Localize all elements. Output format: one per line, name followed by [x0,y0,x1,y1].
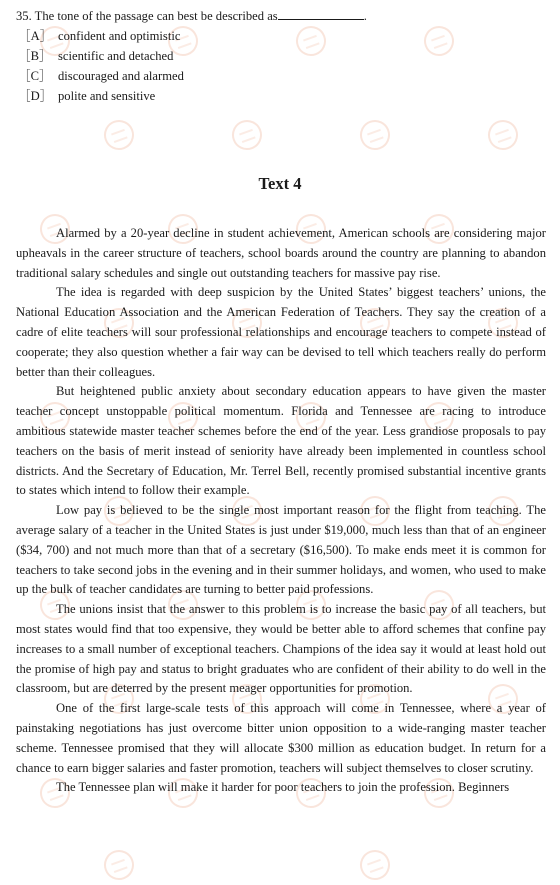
question-stem-line [16,6,546,26]
paragraph: One of the first large-scale tests of this approach will come in Tennessee, where a year of painstaking negotiations has just overcome bitter union opposition to a wide-ranging master teacher scheme. Tennessee promised that they will allocate $300 million as education budget. In return for a chance to earn bigger salaries and faster promotion, teachers will subject themselves to closer scrutiny. [16,701,546,775]
option-text: confident and optimistic [58,29,181,43]
question-stem-end: . [363,9,367,23]
paragraph: The idea is regarded with deep suspicion by the United States’ biggest teachers’ unions, the National Education Association and the American Federation of Teachers. They say the creation of a cadre of elite teachers will sour professional relationships and encourage teachers to compete instead of cooperate; they also question whether a fair way can be devised to tell which teachers really do perform better than their colleagues. [16,285,546,379]
paragraph: The unions insist that the answer to this problem is to increase the basic pay of all teachers, but most states would find that too expensive, they would be better able to afford schemes that confine pay increases to a small number of exceptional teachers. Champions of the idea say it would at least hold out the promise of high pay and status to bright graduates who are confident of their ability to do well in the classroom, but are deterred by the present meager opportunities for promotion. [16,602,546,696]
watermark-logo [356,116,394,154]
question-35 [16,6,546,106]
paragraph: Alarmed by a 20-year decline in student achievement, American schools are considering major upheavals in the career structure of teachers, school boards around the country are planning to abandon traditional salary schedules and single out outstanding teachers for massive pay rise. [16,226,546,280]
answer-blank [278,7,364,20]
passage-text [16,224,546,798]
section-title: Text 4 [258,174,302,193]
watermark-logo [100,846,138,884]
option-b [18,46,546,66]
option-letter: ［D］ [18,89,53,103]
option-a [18,26,546,46]
option-d [18,86,546,106]
option-letter: ［C］ [18,69,52,83]
watermark-logo [356,846,394,884]
paragraph: But heightened public anxiety about secondary education appears to have given the master teacher concept unstoppable political momentum. Florida and Tennessee are racing to introduce ambitious statewide master teacher schemes before the end of the year. Less grandiose proposals to pay teachers on the basis of merit instead of seniority have already been implemented in countless school districts. And the Secretary of Education, Mr. Terrel Bell, recently promised substantial incentive grants to states which intend to follow their example. [16,384,546,498]
option-letter: ［B］ [18,49,52,63]
watermark-logo [228,116,266,154]
option-letter: ［A］ [18,29,53,43]
question-stem: 35. The tone of the passage can best be described as [16,9,278,23]
watermark-logo [484,116,522,154]
paragraph: Low pay is believed to be the single most important reason for the flight from teaching. The average salary of a teacher in the United States is just under $19,000, much less than that of an engineer ($34, 700) and not much more than that of a secretary ($16,500). To make ends meet it is common for teachers to take second jobs in the evening and in their summer holidays, and women, who used to make up the bulk of teacher candidates are turning to better paid professions. [16,503,546,597]
paragraph: The Tennessee plan will make it harder for poor teachers to join the profession. Beginners [56,780,510,795]
option-text: polite and sensitive [58,89,156,103]
option-text: discouraged and alarmed [58,69,184,83]
watermark-logo [100,116,138,154]
option-c [18,66,546,86]
option-text: scientific and detached [58,49,174,63]
